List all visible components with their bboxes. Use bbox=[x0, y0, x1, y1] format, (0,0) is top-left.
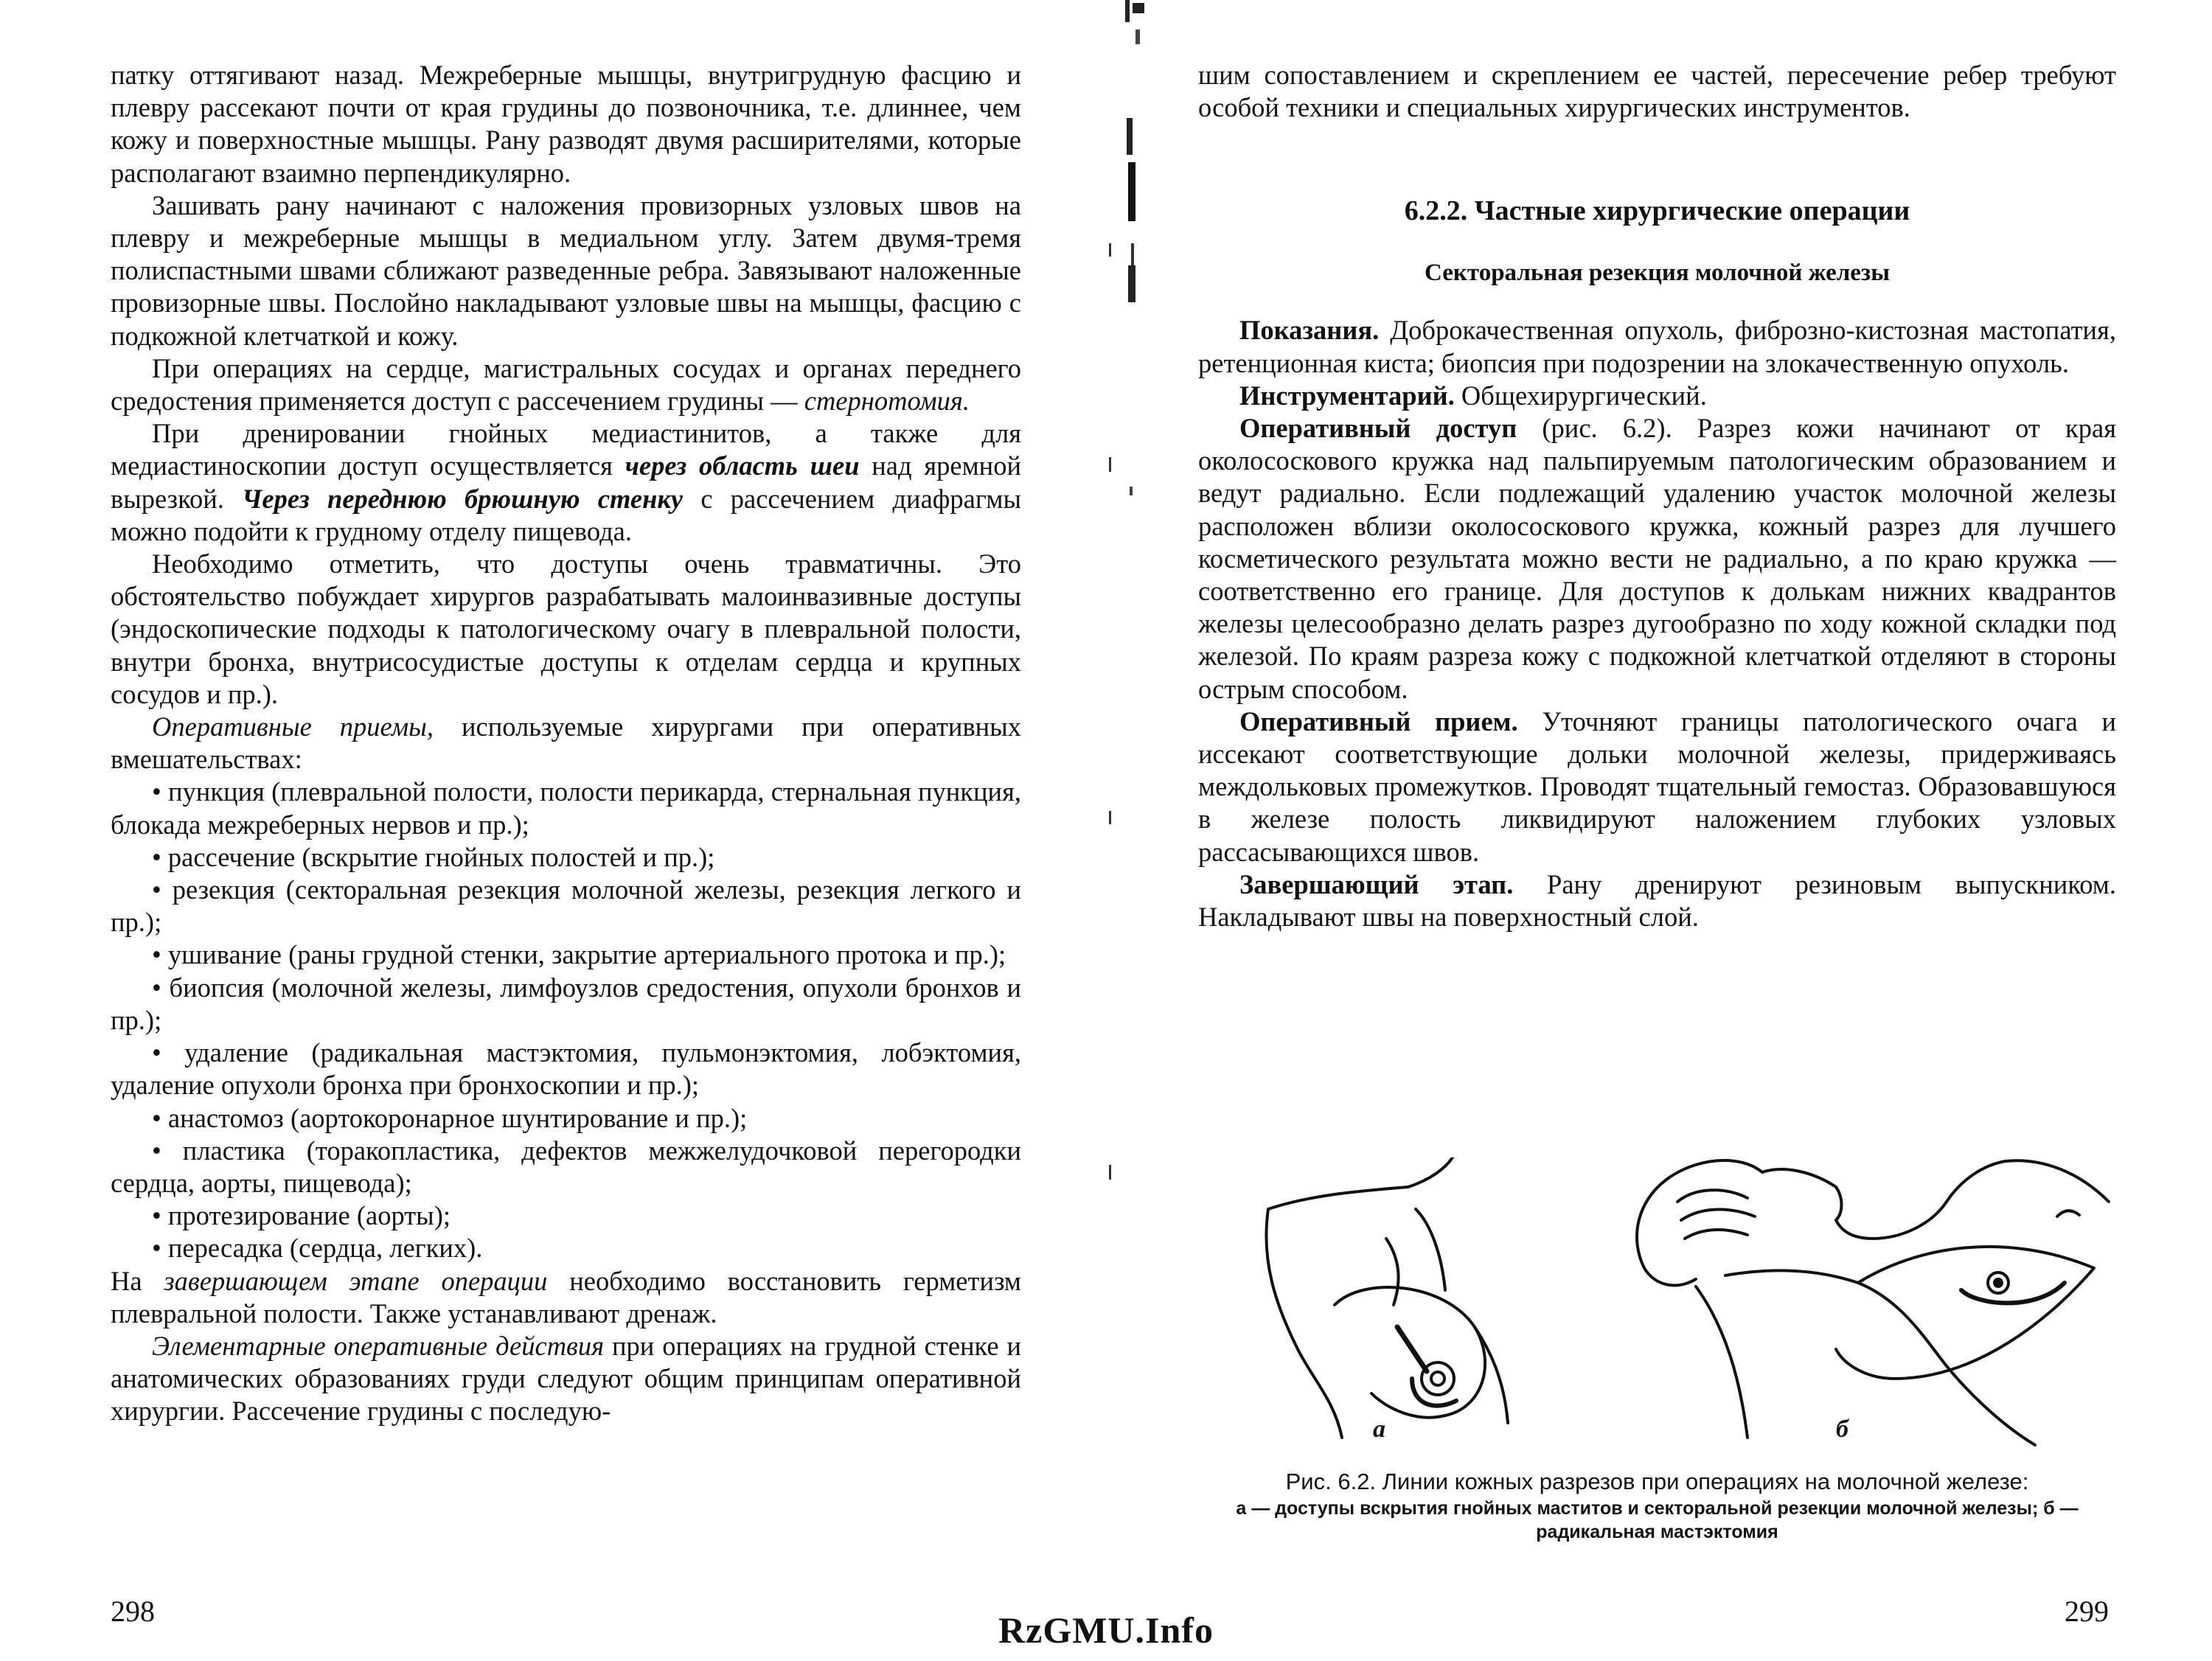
bullet-item: • пересадка (сердца, легких). bbox=[152, 1233, 483, 1264]
gutter-artifacts bbox=[1099, 0, 1158, 1661]
figure-caption-main: Рис. 6.2. Линии кожных разрезов при операциях на молочной железе: bbox=[1285, 1469, 2029, 1494]
paragraph: патку оттягивают назад. Межреберные мышцы, внутригрудную фасцию и плевру рассекают почти от края грудины до позвоночника, т.е. длиннее, чем кожу и поверхностные мышцы. Рану разводят двумя расширителями, которые располагают взаимно перпендикулярно. bbox=[111, 60, 1021, 188]
figure-breast-incisions bbox=[1253, 1157, 2124, 1452]
paragraph-access: Оперативный доступ (рис. 6.2). Разрез кожи начинают от края околососкового кружка над пальпируемым патологическим образованием и ведут радиально. Если подлежащий удалению участок молочной железы расположен вблизи околососкового кружка, кожный разрез для лучшего косметического результата можно вести не радиально, а по краю кружка — соответственно его границе. Для доступов к долькам нижних квадрантов железы целесообразно делать разрез дугообразно по ходу кожной складки под железой. По краям разреза кожу с подкожной клетчаткой отделяют в стороны острым способом. bbox=[1198, 413, 2116, 704]
shoulder-line bbox=[1268, 1157, 1453, 1209]
page-number-left: 298 bbox=[111, 1595, 155, 1628]
bullet-item: • ушивание (раны грудной стенки, закрытие артериального протока и пр.); bbox=[152, 939, 1006, 970]
bullet-item: • пластика (торакопластика, дефектов межжелудочковой перегородки сердца, аорты, пищевода); bbox=[111, 1135, 1021, 1198]
paragraph-final-stage: Завершающий этап. Рану дренируют резиновым выпускником. Накладывают швы на поверхностный слой. bbox=[1198, 868, 2116, 933]
page-number-right: 299 bbox=[2065, 1595, 2109, 1628]
paragraph-instruments: Инструментарий. Общехирургический. bbox=[1239, 380, 1707, 411]
paragraph-drainage: При дренировании гнойных медиастинитов, а также для медиастиноскопии доступ осуществляется через область шеи над яремной вырезкой. Через переднюю брюшную стенку с рассечением диафрагмы можно подойти к грудному отделу пищевода. bbox=[111, 418, 1021, 546]
subsection-title: Секторальная резекция молочной железы bbox=[1425, 260, 1890, 287]
paragraph-indications: Показания. Доброкачественная опухоль, фиброзно-кистозная мастопатия, ретенционная киста; биопсия при подозрении на злокачественную опухоль. bbox=[1198, 315, 2116, 378]
left-page bbox=[111, 59, 1021, 1428]
paragraph: Зашивать рану начинают с наложения провизорных узловых швов на плевру и межреберные мышцы в медиальном углу. Затем двумя-тремя полиспастными швами сближают разведенные ребра. Завязывают наложенные провизорные швы. Послойно накладывают узловые швы на мышцы, фасцию с подкожной клетчаткой и кожу. bbox=[111, 189, 1021, 351]
footer-watermark: RzGMU.Info bbox=[998, 1609, 1214, 1651]
paragraph-continuation: шим сопоставлением и скреплением ее частей, пересечение ребер требуют особой техники и специальных хирургических инструментов. bbox=[1198, 60, 2116, 123]
figure-label-a: а bbox=[1373, 1415, 1385, 1443]
paragraph-techniques: Оперативные приемы, используемые хирургами при оперативных вмешательствах: bbox=[111, 711, 1021, 775]
figure-label-b: б bbox=[1836, 1415, 1848, 1443]
bullet-item: • биопсия (молочной железы, лимфоузлов средостения, опухоли бронхов и пр.); bbox=[111, 972, 1021, 1035]
paragraph-technique: Оперативный прием. Уточняют границы патологического очага и иссекают соответствующие дольки молочной железы, придерживаясь междольковых промежутков. Проводят тщательный гемостаз. Образовавшуюся в железе полость ликвидируют наложением глубоких узловых рассасывающихся швов. bbox=[1198, 706, 2117, 867]
right-page bbox=[1198, 59, 2116, 933]
bullet-item: • пункция (плевральной полости, полости перикарда, стернальная пункция, блокада межреберных нервов и пр.); bbox=[111, 776, 1021, 840]
paragraph-final: На завершающем этапе операции необходимо восстановить герметизм плевральной полости. Также устанавливают дренаж. bbox=[111, 1265, 1021, 1329]
bullet-item: • удаление (радикальная мастэктомия, пульмонэктомия, лобэктомия, удаление опухоли бронха при бронхоскопии и пр.); bbox=[111, 1037, 1021, 1101]
section-title: 6.2.2. Частные хирургические операции bbox=[1404, 195, 1910, 227]
paragraph-sternotomy: При операциях на сердце, магистральных сосудах и органах переднего средостения применяется доступ с рассечением грудины — стернотомия. bbox=[111, 352, 1021, 417]
figure-caption-sub: а — доступы вскрытия гнойных маститов и секторальной резекции молочной железы; б — радикальная мастэктомия bbox=[1236, 1498, 2079, 1542]
paragraph-elementary: Элементарные оперативные действия при операциях на грудной стенке и анатомических образованиях груди следуют общим принципам оперативной хирургии. Рассечение грудины с последую- bbox=[111, 1330, 1021, 1427]
bullet-item: • протезирование (аорты); bbox=[152, 1200, 451, 1231]
figure-caption bbox=[1198, 1467, 2116, 1544]
paragraph-trauma: Необходимо отметить, что доступы очень травматичны. Это обстоятельство побуждает хирургов разрабатывать малоинвазивные доступы (эндоскопические подходы к патологическому очагу в плевральной полости, внутри бронха, внутрисосудистые доступы к отделам сердца и крупных сосудов и пр.). bbox=[111, 549, 1021, 709]
bullet-item: • резекция (секторальная резекция молочной железы, резекция легкого и пр.); bbox=[111, 874, 1021, 938]
bullet-item: • анастомоз (аортокоронарное шунтирование и пр.); bbox=[152, 1102, 748, 1133]
bullet-item: • рассечение (вскрытие гнойных полостей и пр.); bbox=[152, 841, 715, 872]
